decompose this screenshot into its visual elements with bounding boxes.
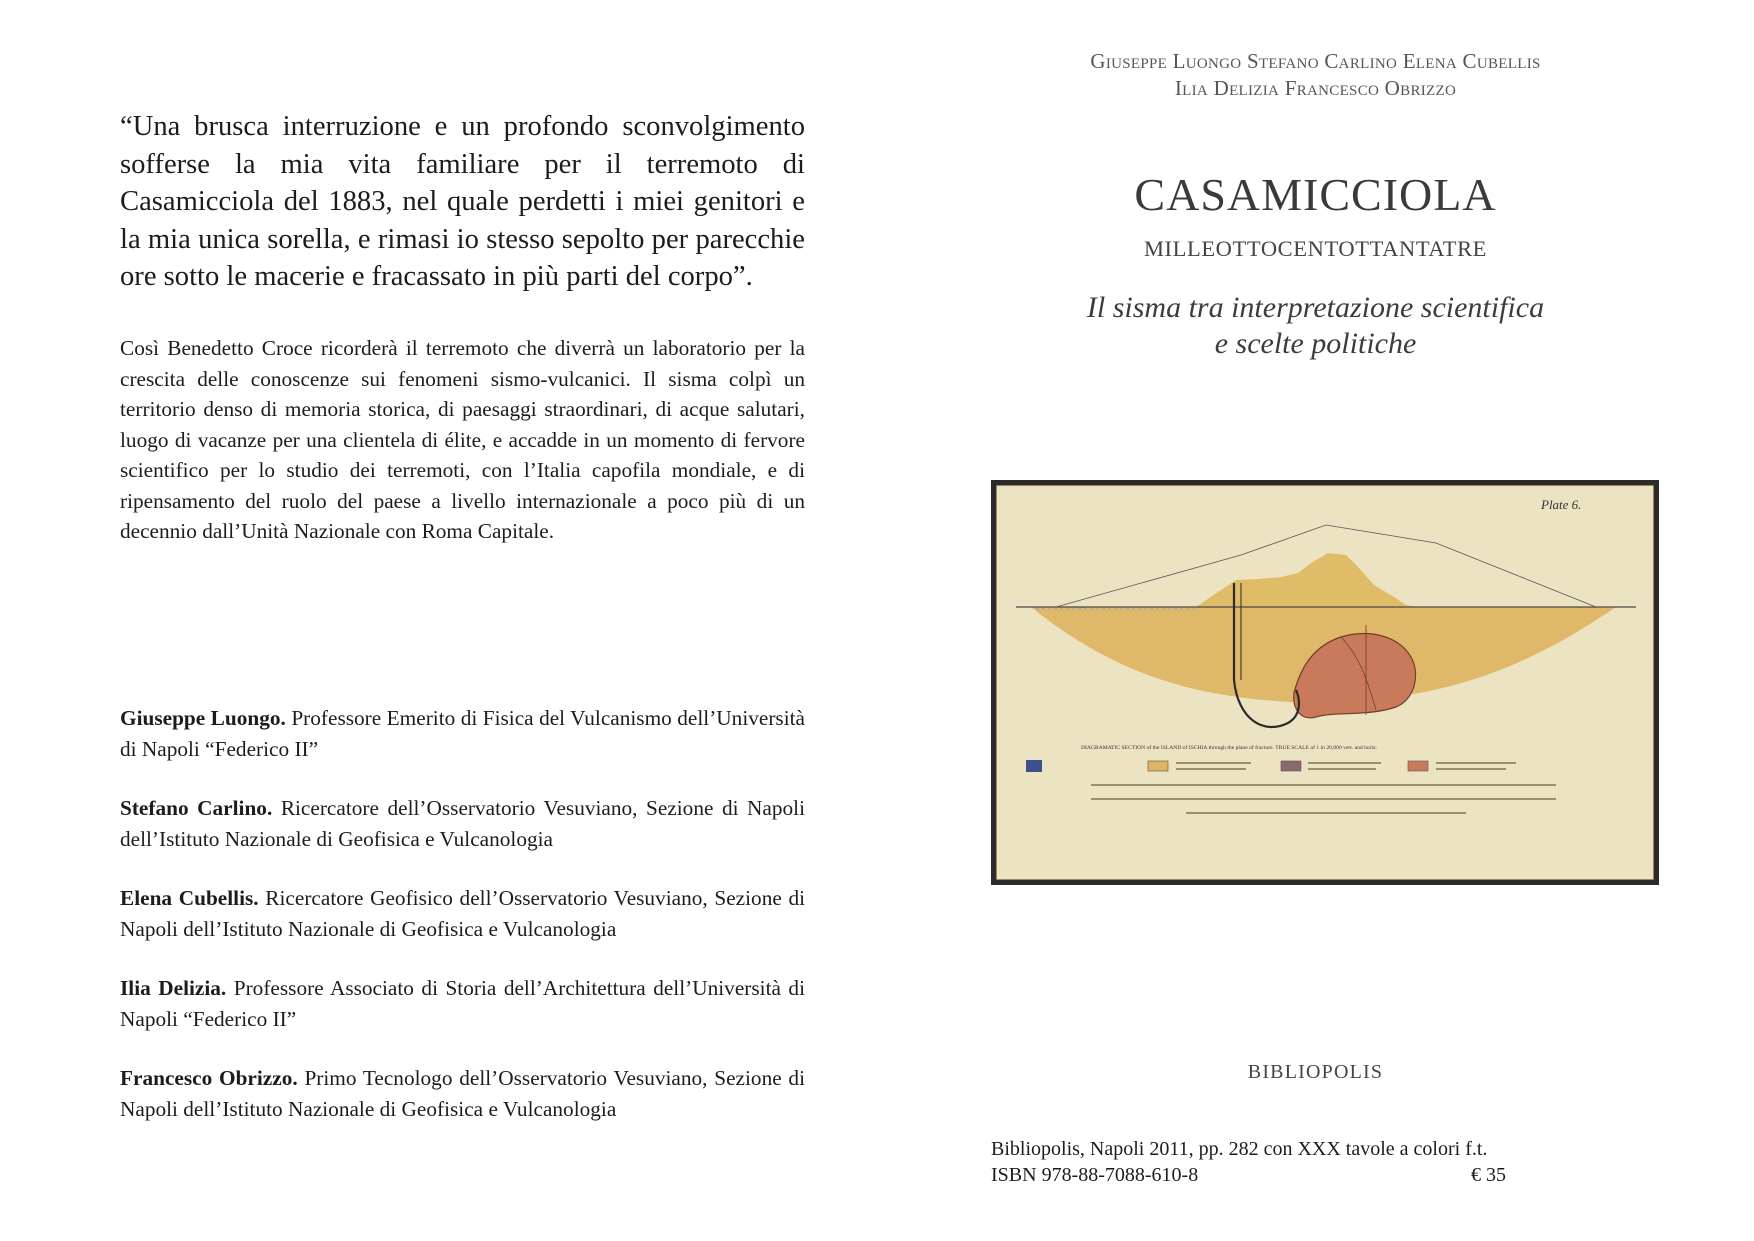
bio-luongo <box>120 703 805 764</box>
bio-name: Stefano Carlino. <box>120 796 273 820</box>
publisher-imprint: BIBLIOPOLIS <box>1247 1061 1384 1083</box>
authors-line-2: Ilia Delizia Francesco Obrizzo <box>1174 76 1457 100</box>
isbn: ISBN 978-88-7088-610-8 <box>991 1164 1199 1186</box>
authors-line-1: Giuseppe Luongo Stefano Carlino Elena Cubellis <box>1090 49 1541 73</box>
bio-text: Ricercatore Geofisico dell’Osservatorio Vesuviano, Sezione di Napoli dell’Istituto Nazionale di Geofisica e Vulcanologia <box>120 886 806 941</box>
legend-swatch-lava <box>1408 761 1428 771</box>
legend-swatch-tuff <box>1148 761 1168 771</box>
bio-name: Giuseppe Luongo. <box>120 706 286 730</box>
publication-info <box>991 1136 1506 1188</box>
bio-carlino <box>120 793 805 854</box>
pubinfo-line: Bibliopolis, Napoli 2011, pp. 282 con XXX tavole a colori f.t. <box>991 1138 1488 1160</box>
author-bios <box>120 703 805 1153</box>
bio-text: Ricercatore dell’Osservatorio Vesuviano, Sezione di Napoli dell’Istituto Nazionale di Geofisica e Vulcanologia <box>120 796 805 851</box>
book-tagline <box>877 290 1754 362</box>
cover-authors <box>877 48 1754 102</box>
bio-name: Elena Cubellis. <box>120 886 259 910</box>
bio-name: Francesco Obrizzo. <box>120 1066 298 1090</box>
bio-name: Ilia Delizia. <box>120 976 227 1000</box>
ischia-cross-section-illustration <box>996 485 1654 880</box>
bio-text: Professore Emerito di Fisica del Vulcanismo dell’Università di Napoli “Federico II” <box>120 706 806 761</box>
plate-caption: DIAGRAMATIC SECTION of the ISLAND of ISCHIA through the plane of fracture. TRUE SCALE of 1 in 20,000 vert. and horiz. <box>1081 745 1378 751</box>
geological-section-plate <box>991 480 1659 885</box>
bio-text: Professore Associato di Storia dell’Architettura dell’Università di Napoli “Federico II” <box>120 976 805 1031</box>
bio-text: Primo Tecnologo dell’Osservatorio Vesuviano, Sezione di Napoli dell’Istituto Nazionale di Geofisica e Vulcanologia <box>120 1066 805 1121</box>
legend-swatch-trachyte <box>1281 761 1301 771</box>
book-cover <box>877 0 1754 1241</box>
price: € 35 <box>1471 1164 1506 1186</box>
plate-label: Plate 6. <box>1541 497 1582 512</box>
bio-cubellis <box>120 883 805 944</box>
legend-swatch-sea <box>1026 760 1042 772</box>
croce-quote: “Una brusca interruzione e un profondo sconvolgimento sofferse la mia vita familiare per il terremoto di Casamicciola del 1883, nel quale perdetti i miei genitori e la mia unica sorella, e rimasi io stesso sepolto per parecchie ore sotto le macerie e fracassato in più parti del corpo”. <box>120 111 805 292</box>
intro-paragraph: Così Benedetto Croce ricorderà il terremoto che diverrà un laboratorio per la crescita delle conoscenze sui fenomeni sismo-vulcanici. Il sisma colpì un territorio denso di memoria storica, di paesaggi straordinari, di acque salutari, luogo di vacanze per una clientela di élite, e accadde in un momento di fervore scientifico per lo studio dei terremoti, con l’Italia capofila mondiale, e di ripensamento del ruolo del paese a livello internazionale a poco più di un decennio dall’Unità Nazionale con Roma Capitale. <box>120 336 805 543</box>
book-title: CASAMICCIOLA <box>1134 169 1497 220</box>
tagline-line-1: Il sisma tra interpretazione scientifica <box>1086 291 1545 324</box>
book-subtitle: MILLEOTTOCENTOTTANTATRE <box>1143 236 1488 261</box>
bio-obrizzo <box>120 1063 805 1124</box>
tagline-line-2: e scelte politiche <box>1214 327 1417 360</box>
bio-delizia <box>120 973 805 1034</box>
